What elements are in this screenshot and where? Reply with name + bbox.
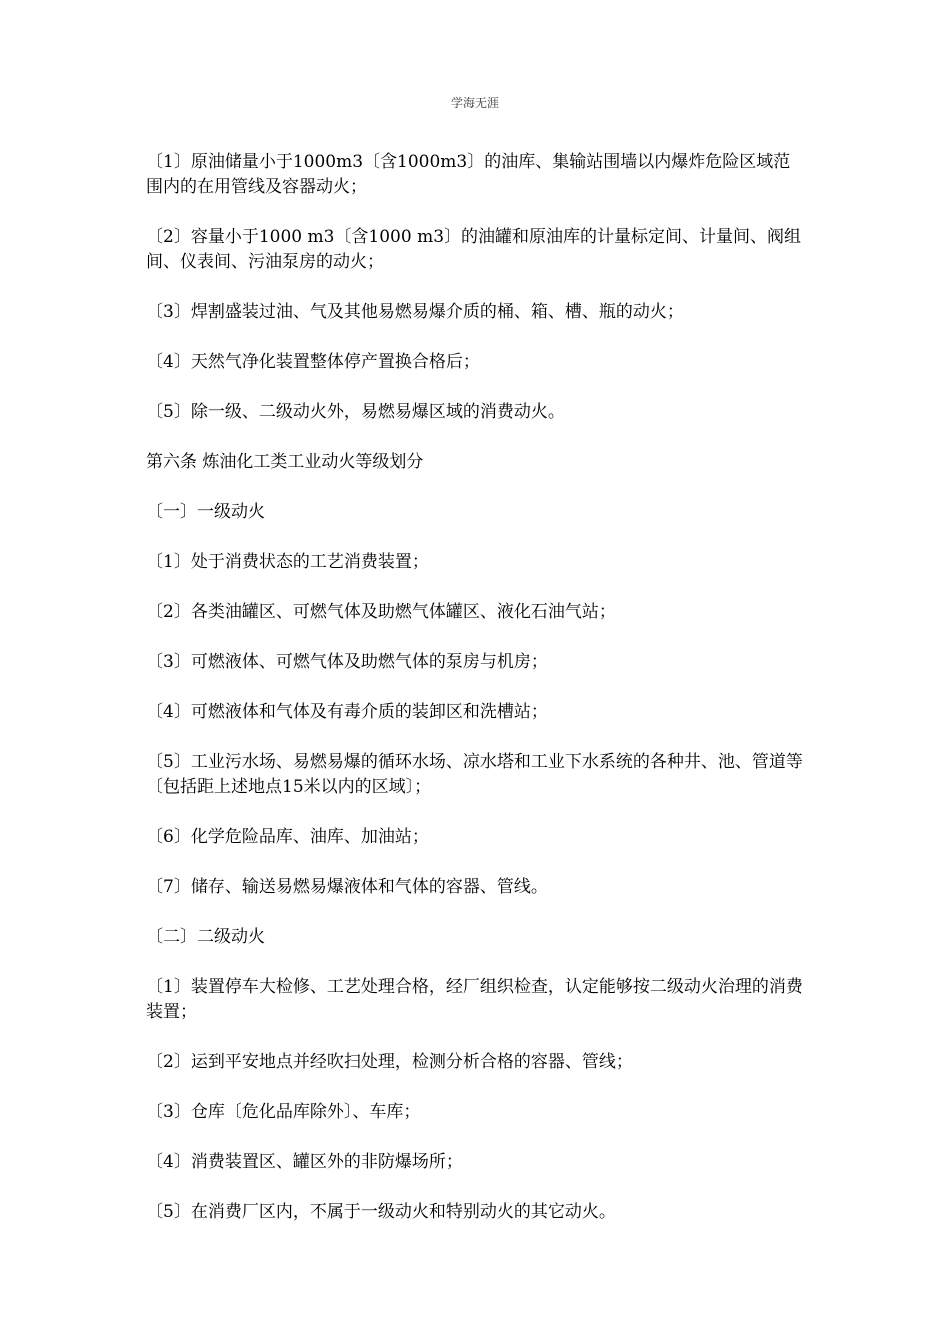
paragraph-level1-4: 〔4〕可燃液体和气体及有毒介质的装卸区和洗槽站； [146,702,548,722]
paragraph-level2-2: 〔2〕运到平安地点并经吹扫处理，检测分析合格的容器、管线； [146,1052,633,1072]
paragraph-level2-5: 〔5〕在消费厂区内，不属于一级动火和特别动火的其它动火。 [146,1202,616,1222]
subsection-heading-level-2: 〔二〕二级动火 [146,927,265,947]
paragraph-level2-1: 〔1〕装置停车大检修、工艺处理合格，经厂组织检查，认定能够按二级动火治理的消费装置； [146,977,803,1022]
paragraph-storage-5: 〔5〕除一级、二级动火外，易燃易爆区域的消费动火。 [146,402,565,422]
section-heading-article-6: 第六条 炼油化工类工业动火等级划分 [146,452,424,472]
paragraph-storage-3: 〔3〕焊割盛装过油、气及其他易燃易爆介质的桶、箱、槽、瓶的动火； [146,302,684,322]
page-header: 学海无涯 [450,96,499,110]
paragraph-level1-1: 〔1〕处于消费状态的工艺消费装置； [146,552,429,572]
paragraph-level1-2: 〔2〕各类油罐区、可燃气体及助燃气体罐区、液化石油气站； [146,602,616,622]
paragraph-storage-2: 〔2〕容量小于1000 m3〔含1000 m3〕的油罐和原油库的计量标定间、计量间、阀组间、仪表间、污油泵房的动火； [146,227,802,272]
document-body [146,150,806,1250]
paragraph-level1-6: 〔6〕化学危险品库、油库、加油站； [146,827,429,847]
paragraph-storage-4: 〔4〕天然气净化装置整体停产置换合格后； [146,352,480,372]
subsection-heading-level-1: 〔一〕一级动火 [146,502,265,522]
paragraph-storage-1: 〔1〕原油储量小于1000m3〔含1000m3〕的油库、集输站围墙以内爆炸危险区域范围内的在用管线及容器动火； [146,152,791,197]
paragraph-level2-4: 〔4〕消费装置区、罐区外的非防爆场所； [146,1152,463,1172]
paragraph-level2-3: 〔3〕仓库〔危化品库除外〕、车库； [146,1102,421,1122]
paragraph-level1-5: 〔5〕工业污水场、易燃易爆的循环水场、凉水塔和工业下水系统的各种井、池、管道等〔包括距上述地点15米以内的区域〕； [146,752,803,797]
paragraph-level1-3: 〔3〕可燃液体、可燃气体及助燃气体的泵房与机房； [146,652,548,672]
paragraph-level1-7: 〔7〕储存、输送易燃易爆液体和气体的容器、管线。 [146,877,548,897]
